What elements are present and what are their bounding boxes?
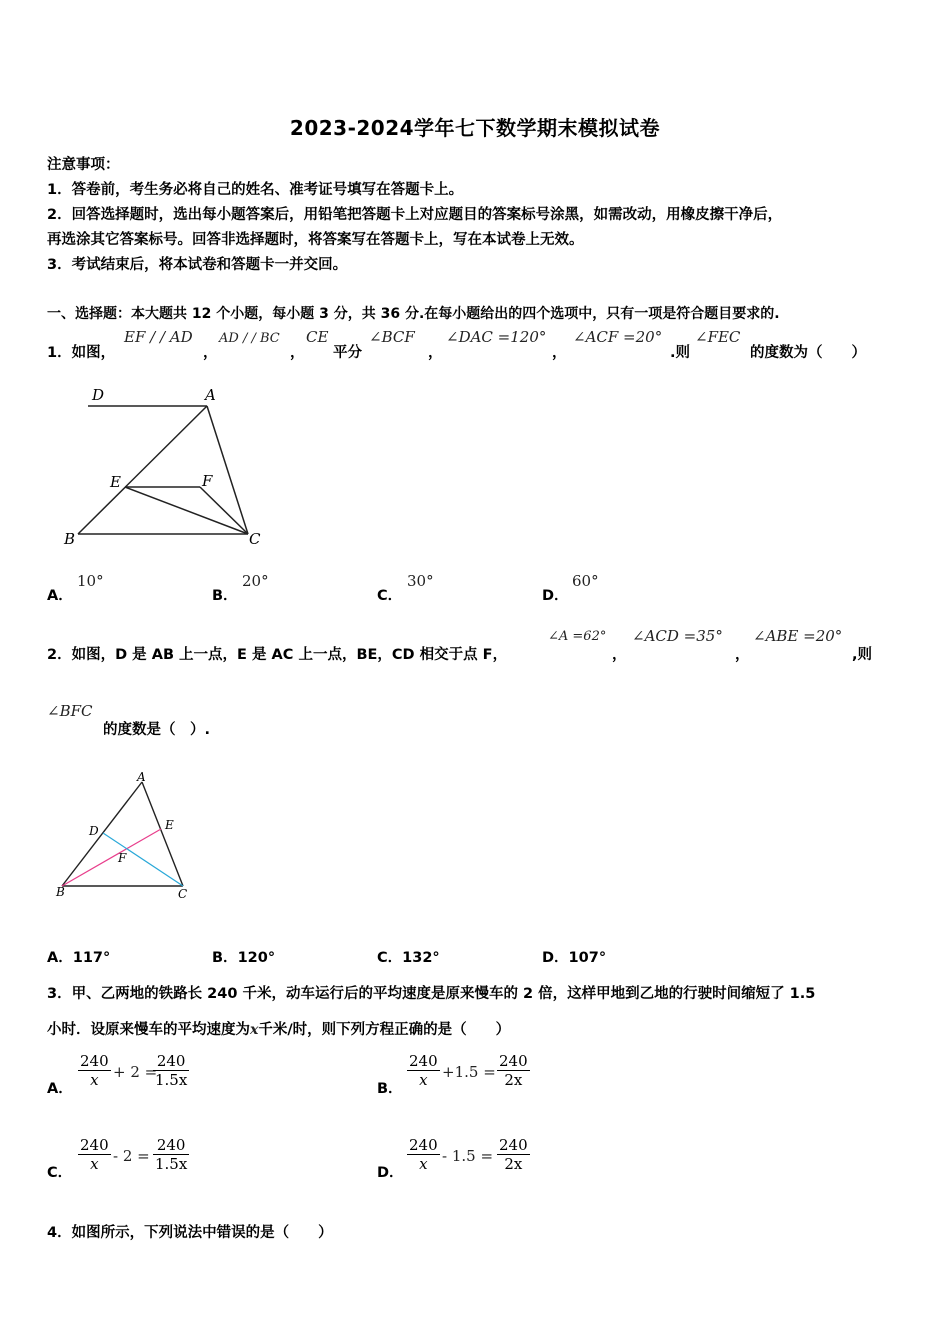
q1-label-c: C bbox=[249, 530, 261, 548]
q3-option-c-op: - 2 = bbox=[113, 1147, 150, 1165]
q3-option-c-den-1: x bbox=[90, 1155, 99, 1173]
q2-label-e: E bbox=[165, 818, 174, 832]
q3-line-2 bbox=[47, 1018, 510, 1039]
q3-option-b-label[interactable]: B． bbox=[377, 1081, 403, 1097]
q3-option-d-num-1: 240 bbox=[409, 1136, 438, 1154]
q3-option-a-frac-2 bbox=[153, 1052, 189, 1089]
q3-option-a-num-2: 240 bbox=[153, 1052, 189, 1071]
q3-option-b-den-1: x bbox=[419, 1071, 428, 1089]
q1-option-a-value: 10° bbox=[77, 572, 104, 590]
q2-option-c-value: 132° bbox=[402, 950, 440, 966]
q3-option-a-op: + 2 = bbox=[113, 1063, 158, 1081]
q1-option-a-label[interactable]: A． bbox=[47, 588, 73, 604]
q3-option-c-den-2: 1.5x bbox=[155, 1155, 188, 1173]
q3-option-d-num-2: 240 bbox=[499, 1136, 528, 1154]
page-title: 2023-2024学年七下数学期末模拟试卷 bbox=[289, 116, 661, 140]
q2-math-angle-bfc: ∠BFC bbox=[47, 702, 93, 720]
q1-option-c-value: 30° bbox=[407, 572, 434, 590]
q3-option-d-frac-2 bbox=[497, 1136, 530, 1173]
q3-option-d-frac-1 bbox=[407, 1136, 440, 1173]
q1-math-angle-dac: ∠DAC =120° bbox=[446, 328, 547, 346]
q3-option-d-label[interactable]: D． bbox=[377, 1165, 404, 1181]
q2-label-d: D bbox=[89, 824, 99, 838]
notice-item-2-line-2: 再选涂其它答案标号。回答非选择题时，将答案写在答题卡上，写在本试卷上无效。 bbox=[47, 232, 584, 248]
q1-sep-4: ， bbox=[552, 345, 567, 361]
q2-sep-2: ， bbox=[735, 647, 750, 663]
q2-option-a-value: 117° bbox=[72, 950, 111, 966]
q2-label-c: C bbox=[178, 887, 188, 901]
q2-option-a[interactable] bbox=[47, 946, 110, 967]
q1-label-b: B bbox=[64, 530, 76, 548]
q2-math-angle-abe: ∠ABE =20° bbox=[753, 627, 843, 645]
notice-item-1: 1．答卷前，考生务必将自己的姓名、准考证号填写在答题卡上。 bbox=[47, 182, 464, 198]
q1-option-d-value: 60° bbox=[572, 572, 599, 590]
q3-line-2b: 千米/时，则下列方程正确的是（ ） bbox=[258, 1022, 511, 1038]
q1-figure bbox=[55, 378, 285, 553]
q4-text: 4．如图所示，下列说法中错误的是（ ） bbox=[47, 1225, 333, 1241]
q3-option-d-op: - 1.5 = bbox=[442, 1147, 494, 1165]
q3-option-b-den-2: 2x bbox=[504, 1071, 523, 1089]
q1-suffix: 的度数为（ ） bbox=[750, 345, 866, 361]
q2-label-f: F bbox=[118, 851, 127, 865]
q2-option-d-label: D． bbox=[542, 950, 569, 966]
q1-prefix: 1．如图， bbox=[47, 345, 116, 361]
notice-heading: 注意事项： bbox=[47, 157, 120, 173]
q1-option-c-label[interactable]: C． bbox=[377, 588, 403, 604]
q1-label-d: D bbox=[92, 386, 105, 404]
q2-option-b-value: 120° bbox=[237, 950, 276, 966]
q3-option-b-num-1: 240 bbox=[409, 1052, 438, 1070]
q2-label-b: B bbox=[56, 885, 65, 899]
q3-line-1: 3．甲、乙两地的铁路长 240 千米，动车运行后的平均速度是原来慢车的 2 倍，这样甲地到乙地的行驶时间缩短了 1.5 bbox=[47, 986, 816, 1002]
q3-option-d-den-2: 2x bbox=[504, 1155, 523, 1173]
q3-option-c-frac-2 bbox=[153, 1136, 189, 1173]
q2-option-c[interactable] bbox=[377, 946, 440, 967]
q3-var-x: x bbox=[250, 1022, 259, 1038]
q3-option-a-num-1: 240 bbox=[80, 1052, 109, 1070]
notice-item-2-line-1: 2．回答选择题时，选出每小题答案后，用铅笔把答题卡上对应题目的答案标号涂黑，如需改动，用橡皮擦干净后， bbox=[47, 207, 783, 223]
q2-label-a: A bbox=[137, 770, 146, 784]
q1-sep-2: ， bbox=[290, 345, 305, 361]
q3-option-a-den-2: 1.5x bbox=[155, 1071, 188, 1089]
q1-math-angle-fec: ∠FEC bbox=[695, 328, 741, 346]
q1-label-a: A bbox=[205, 386, 216, 404]
q1-sep-3: ， bbox=[428, 345, 443, 361]
q1-math-ef-ad: EF / / AD bbox=[124, 328, 193, 346]
q3-option-c-num-2: 240 bbox=[153, 1136, 189, 1155]
q1-sep-1: ， bbox=[203, 345, 218, 361]
q2-option-a-label: A． bbox=[47, 950, 73, 966]
q2-sep-1: ， bbox=[612, 647, 627, 663]
q3-option-b-frac-2 bbox=[497, 1052, 530, 1089]
q1-math-angle-bcf: ∠BCF bbox=[369, 328, 415, 346]
q3-line-2a: 小时．设原来慢车的平均速度为 bbox=[47, 1022, 250, 1038]
q3-option-a-frac-1 bbox=[78, 1052, 111, 1089]
q1-text-bisect: 平分 bbox=[333, 345, 362, 361]
q3-option-b-num-2: 240 bbox=[499, 1052, 528, 1070]
q2-figure bbox=[50, 768, 200, 903]
q3-option-b-frac-1 bbox=[407, 1052, 440, 1089]
q1-math-ce: CE bbox=[306, 328, 329, 346]
q3-option-c-frac-1 bbox=[78, 1136, 111, 1173]
q1-option-b-value: 20° bbox=[242, 572, 269, 590]
q1-math-angle-acf: ∠ACF =20° bbox=[573, 328, 663, 346]
q3-option-d-den-1: x bbox=[419, 1155, 428, 1173]
q2-math-angle-a: ∠A =62° bbox=[548, 629, 607, 644]
q2-option-b[interactable] bbox=[212, 946, 275, 967]
q2-prefix: 2．如图，D 是 AB 上一点，E 是 AC 上一点，BE，CD 相交于点 F， bbox=[47, 647, 508, 663]
q1-label-f: F bbox=[202, 472, 213, 490]
q2-option-b-label: B． bbox=[212, 950, 238, 966]
q1-label-e: E bbox=[110, 473, 121, 491]
q1-option-d-label[interactable]: D． bbox=[542, 588, 569, 604]
q2-text-then: ,则 bbox=[852, 647, 873, 663]
section-heading: 一、选择题：本大题共 12 个小题，每小题 3 分，共 36 分.在每小题给出的四个选项中，只有一项是符合题目要求的. bbox=[47, 306, 780, 322]
q3-option-b-op: +1.5 = bbox=[442, 1063, 496, 1081]
q2-option-c-label: C． bbox=[377, 950, 403, 966]
q3-option-c-num-1: 240 bbox=[80, 1136, 109, 1154]
q2-option-d-value: 107° bbox=[568, 950, 607, 966]
q3-option-a-den-1: x bbox=[90, 1071, 99, 1089]
q2-math-angle-acd: ∠ACD =35° bbox=[632, 627, 723, 645]
q2-option-d[interactable] bbox=[542, 946, 606, 967]
q1-text-then: .则 bbox=[670, 345, 691, 361]
q3-option-a-label[interactable]: A． bbox=[47, 1081, 73, 1097]
q1-math-ad-bc: AD / / BC bbox=[219, 331, 280, 346]
q1-option-b-label[interactable]: B． bbox=[212, 588, 238, 604]
q2-suffix: 的度数是（ ）. bbox=[103, 722, 211, 738]
q3-option-c-label[interactable]: C． bbox=[47, 1165, 73, 1181]
notice-item-3: 3．考试结束后，将本试卷和答题卡一并交回。 bbox=[47, 257, 348, 273]
